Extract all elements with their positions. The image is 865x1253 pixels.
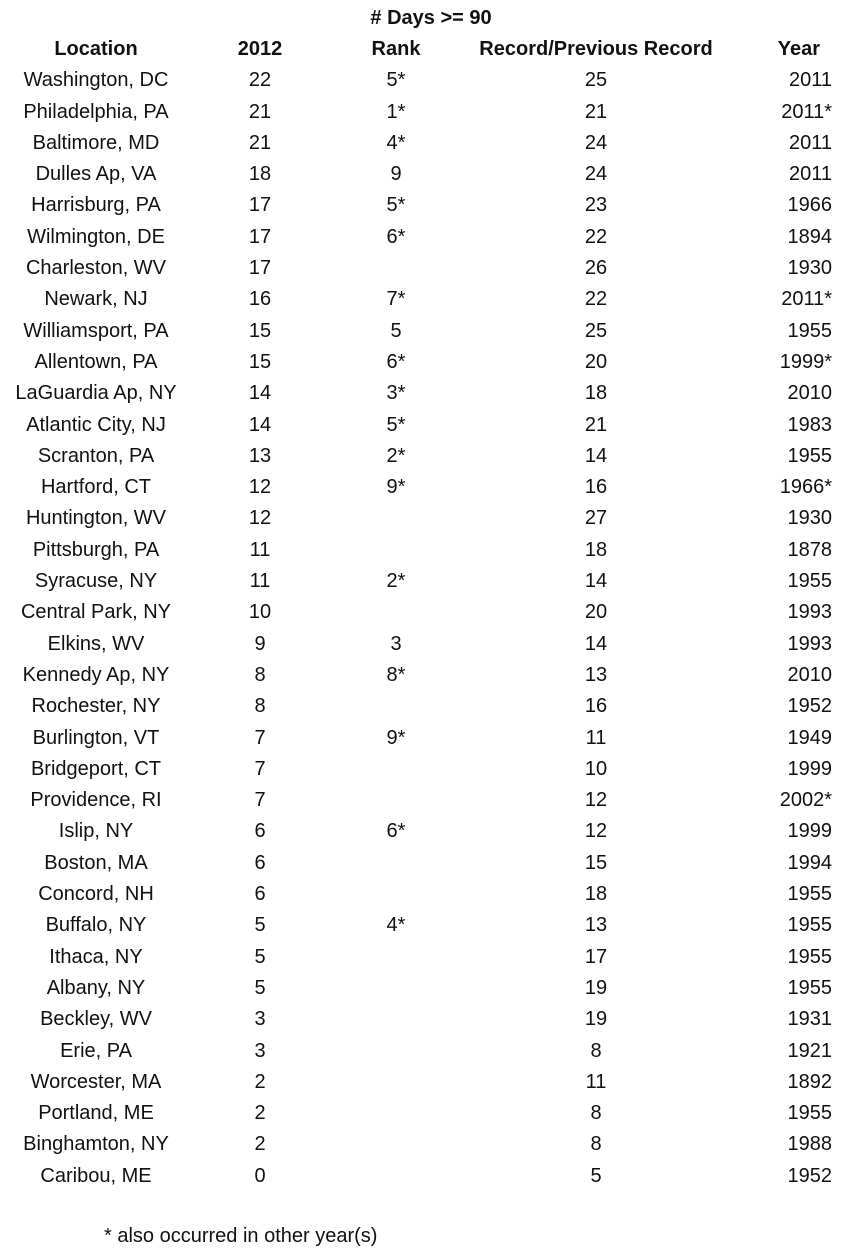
- table-row: [0, 910, 862, 941]
- cell-location: Bridgeport, CT: [30, 757, 162, 780]
- cell-year: 1921: [787, 1039, 832, 1062]
- cell-2012: 14: [248, 413, 272, 436]
- table-row: [0, 566, 862, 597]
- cell-location: Ithaca, NY: [49, 945, 143, 968]
- cell-location: Boston, MA: [44, 851, 148, 874]
- header-location: Location: [54, 38, 138, 60]
- cell-record: 22: [584, 225, 608, 248]
- cell-location: Huntington, WV: [25, 507, 167, 530]
- cell-rank: [328, 848, 464, 879]
- cell-year: 1983: [787, 413, 832, 436]
- cell-record: 27: [584, 507, 608, 530]
- table-body: [0, 65, 862, 1192]
- cell-record: 21: [584, 413, 608, 436]
- cell-record: 5: [590, 1164, 602, 1187]
- cell-record: 22: [584, 288, 608, 311]
- cell-year: 1949: [787, 726, 832, 749]
- cell-2012: 7: [254, 757, 266, 780]
- cell-rank: 7*: [386, 288, 406, 311]
- cell-location: Central Park, NY: [20, 601, 172, 624]
- cell-location: Wilmington, DE: [27, 225, 165, 248]
- cell-rank: 5: [390, 319, 402, 342]
- cell-year: 1955: [787, 319, 832, 342]
- cell-record: 26: [584, 257, 608, 280]
- cell-location: Hartford, CT: [40, 476, 152, 499]
- cell-2012: 3: [254, 1039, 266, 1062]
- table-row: [0, 1004, 862, 1035]
- cell-record: 25: [584, 319, 608, 342]
- cell-location: Elkins, WV: [47, 632, 145, 655]
- table-row: [0, 65, 862, 96]
- cell-year: 1955: [787, 570, 832, 593]
- cell-record: 21: [584, 100, 608, 123]
- cell-record: 14: [584, 632, 608, 655]
- cell-year: 1993: [787, 601, 832, 624]
- cell-2012: 13: [248, 444, 272, 467]
- cell-location: Caribou, ME: [40, 1164, 152, 1187]
- cell-location: Binghamton, NY: [23, 1133, 169, 1156]
- cell-rank: 6*: [386, 820, 406, 843]
- cell-record: 13: [584, 663, 608, 686]
- cell-2012: 2: [254, 1070, 266, 1093]
- cell-location: Buffalo, NY: [45, 914, 147, 937]
- cell-record: 12: [584, 789, 608, 812]
- cell-rank: 6*: [386, 225, 406, 248]
- cell-2012: 2: [254, 1133, 266, 1156]
- cell-year: 1952: [787, 695, 832, 718]
- cell-location: Concord, NH: [38, 883, 154, 906]
- table-row: [0, 316, 862, 347]
- cell-record: 25: [584, 69, 608, 92]
- header-2012: 2012: [237, 38, 283, 60]
- cell-record: 18: [584, 382, 608, 405]
- cell-location: Syracuse, NY: [34, 570, 158, 593]
- table-row: [0, 1098, 862, 1129]
- cell-record: 14: [584, 444, 608, 467]
- cell-rank: 2*: [386, 444, 406, 467]
- cell-rank: [328, 535, 464, 566]
- table-row: [0, 1036, 862, 1067]
- cell-record: 20: [584, 601, 608, 624]
- table-row: [0, 190, 862, 221]
- cell-record: 24: [584, 131, 608, 154]
- cell-2012: 14: [248, 382, 272, 405]
- cell-record: 11: [585, 1070, 607, 1093]
- cell-rank: 5*: [386, 413, 406, 436]
- cell-year: 1930: [787, 507, 832, 530]
- cell-rank: [328, 1036, 464, 1067]
- cell-2012: 11: [249, 570, 271, 593]
- cell-rank: [328, 597, 464, 628]
- table-row: [0, 723, 862, 754]
- table-row: [0, 691, 862, 722]
- cell-year: 1930: [787, 257, 832, 280]
- table-row: [0, 253, 862, 284]
- cell-year: 1955: [787, 914, 832, 937]
- cell-location: Pittsburgh, PA: [32, 538, 160, 561]
- cell-location: Albany, NY: [46, 976, 146, 999]
- cell-record: 16: [584, 695, 608, 718]
- cell-year: 1999: [787, 757, 832, 780]
- cell-year: 2002*: [779, 789, 832, 812]
- cell-year: 1999*: [779, 350, 832, 373]
- cell-year: 1894: [787, 225, 832, 248]
- cell-location: Philadelphia, PA: [23, 100, 169, 123]
- table-row: [0, 785, 862, 816]
- cell-rank: [328, 942, 464, 973]
- cell-record: 12: [584, 820, 608, 843]
- cell-2012: 12: [248, 476, 272, 499]
- cell-rank: [328, 879, 464, 910]
- cell-rank: 3*: [386, 382, 406, 405]
- table-row: [0, 1161, 862, 1192]
- cell-rank: [328, 691, 464, 722]
- cell-rank: [328, 1161, 464, 1192]
- footnote: * also occurred in other year(s): [104, 1225, 378, 1247]
- cell-rank: 3: [390, 632, 402, 655]
- table-row: [0, 222, 862, 253]
- table-row: [0, 441, 862, 472]
- table-row: [0, 597, 862, 628]
- cell-year: 2010: [787, 663, 832, 686]
- cell-2012: 9: [254, 632, 266, 655]
- cell-rank: 1*: [386, 100, 406, 123]
- cell-rank: [328, 253, 464, 284]
- cell-year: 1993: [787, 632, 832, 655]
- cell-year: 1966: [787, 194, 832, 217]
- cell-rank: 5*: [386, 69, 406, 92]
- cell-2012: 17: [248, 194, 272, 217]
- cell-2012: 5: [254, 914, 266, 937]
- cell-rank: 2*: [386, 570, 406, 593]
- cell-year: 2011: [788, 69, 832, 92]
- cell-location: Scranton, PA: [37, 444, 155, 467]
- cell-rank: [328, 754, 464, 785]
- cell-2012: 18: [248, 163, 272, 186]
- cell-rank: [328, 503, 464, 534]
- cell-record: 20: [584, 350, 608, 373]
- cell-2012: 6: [254, 851, 266, 874]
- cell-year: 1878: [787, 538, 832, 561]
- cell-year: 2011*: [781, 100, 832, 123]
- cell-rank: [328, 1067, 464, 1098]
- cell-rank: 6*: [386, 350, 406, 373]
- header-row: [0, 34, 862, 65]
- cell-year: 2011: [788, 131, 832, 154]
- cell-2012: 7: [254, 789, 266, 812]
- cell-rank: 5*: [386, 194, 406, 217]
- cell-year: 1892: [787, 1070, 832, 1093]
- cell-year: 2011*: [781, 288, 832, 311]
- table-row: [0, 472, 862, 503]
- cell-record: 13: [584, 914, 608, 937]
- cell-location: Allentown, PA: [34, 350, 158, 373]
- cell-record: 24: [584, 163, 608, 186]
- cell-record: 8: [590, 1133, 602, 1156]
- cell-2012: 17: [248, 225, 272, 248]
- cell-2012: 17: [248, 257, 272, 280]
- cell-2012: 10: [248, 601, 272, 624]
- table-row: [0, 816, 862, 847]
- cell-rank: 8*: [386, 663, 406, 686]
- table-row: [0, 378, 862, 409]
- cell-2012: 8: [254, 695, 266, 718]
- cell-location: Kennedy Ap, NY: [22, 663, 170, 686]
- cell-location: Burlington, VT: [32, 726, 160, 749]
- table-row: [0, 503, 862, 534]
- table-row: [0, 410, 862, 441]
- cell-location: Islip, NY: [58, 820, 134, 843]
- cell-rank: 4*: [386, 131, 406, 154]
- cell-year: 1988: [787, 1133, 832, 1156]
- cell-2012: 22: [248, 69, 272, 92]
- cell-year: 2011: [788, 163, 832, 186]
- table-row: [0, 97, 862, 128]
- header-year: Year: [777, 38, 820, 60]
- cell-2012: 21: [248, 131, 272, 154]
- cell-year: 1955: [787, 1102, 832, 1125]
- cell-record: 19: [584, 976, 608, 999]
- table-row: [0, 1129, 862, 1160]
- cell-2012: 2: [254, 1102, 266, 1125]
- days-over-90-table: [0, 34, 862, 1192]
- cell-2012: 0: [254, 1164, 266, 1187]
- cell-2012: 15: [248, 319, 272, 342]
- cell-year: 1999: [787, 820, 832, 843]
- cell-2012: 8: [254, 663, 266, 686]
- cell-rank: [328, 1129, 464, 1160]
- cell-record: 15: [584, 851, 608, 874]
- table-row: [0, 629, 862, 660]
- cell-location: Portland, ME: [38, 1102, 154, 1125]
- table-row: [0, 159, 862, 190]
- cell-year: 1931: [787, 1008, 832, 1031]
- cell-record: 23: [584, 194, 608, 217]
- cell-year: 1955: [787, 945, 832, 968]
- cell-location: Washington, DC: [23, 69, 169, 92]
- table-row: [0, 942, 862, 973]
- cell-record: 8: [590, 1102, 602, 1125]
- table-row: [0, 660, 862, 691]
- cell-record: 10: [584, 757, 608, 780]
- cell-location: Erie, PA: [60, 1039, 132, 1062]
- table-row: [0, 284, 862, 315]
- cell-2012: 21: [248, 100, 272, 123]
- table-row: [0, 973, 862, 1004]
- cell-location: Harrisburg, PA: [31, 194, 161, 217]
- cell-location: Charleston, WV: [25, 257, 167, 280]
- cell-2012: 16: [248, 288, 272, 311]
- cell-2012: 12: [248, 507, 272, 530]
- cell-2012: 7: [254, 726, 266, 749]
- cell-record: 17: [584, 945, 608, 968]
- cell-year: 1994: [787, 851, 832, 874]
- table-row: [0, 535, 862, 566]
- cell-location: Providence, RI: [30, 789, 162, 812]
- cell-rank: 9: [390, 163, 402, 186]
- cell-2012: 11: [249, 538, 271, 561]
- cell-record: 14: [584, 570, 608, 593]
- cell-2012: 6: [254, 820, 266, 843]
- table-row: [0, 879, 862, 910]
- cell-year: 1955: [787, 444, 832, 467]
- cell-2012: 15: [248, 350, 272, 373]
- cell-rank: 4*: [386, 914, 406, 937]
- cell-location: Beckley, WV: [40, 1008, 152, 1031]
- cell-2012: 6: [254, 883, 266, 906]
- header-record: Record/Previous Record: [479, 38, 713, 60]
- table-row: [0, 347, 862, 378]
- cell-record: 8: [590, 1039, 602, 1062]
- cell-year: 2010: [787, 382, 832, 405]
- cell-year: 1955: [787, 883, 832, 906]
- cell-rank: [328, 785, 464, 816]
- cell-location: LaGuardia Ap, NY: [15, 382, 177, 405]
- cell-record: 18: [584, 883, 608, 906]
- cell-location: Rochester, NY: [31, 695, 161, 718]
- cell-location: Williamsport, PA: [23, 319, 169, 342]
- cell-year: 1966*: [779, 476, 832, 499]
- table-row: [0, 128, 862, 159]
- cell-rank: 9*: [386, 476, 406, 499]
- cell-record: 16: [584, 476, 608, 499]
- cell-location: Dulles Ap, VA: [35, 163, 157, 186]
- table-row: [0, 848, 862, 879]
- table-row: [0, 754, 862, 785]
- cell-year: 1955: [787, 976, 832, 999]
- cell-2012: 3: [254, 1008, 266, 1031]
- table-row: [0, 1067, 862, 1098]
- cell-rank: 9*: [386, 726, 406, 749]
- cell-rank: [328, 1098, 464, 1129]
- cell-record: 19: [584, 1008, 608, 1031]
- table-title: # Days >= 90: [370, 7, 492, 29]
- cell-2012: 5: [254, 945, 266, 968]
- cell-location: Baltimore, MD: [32, 131, 160, 154]
- header-rank: Rank: [371, 38, 421, 60]
- cell-location: Worcester, MA: [30, 1070, 162, 1093]
- cell-location: Atlantic City, NJ: [26, 413, 166, 436]
- cell-2012: 5: [254, 976, 266, 999]
- cell-record: 11: [585, 726, 607, 749]
- cell-rank: [328, 1004, 464, 1035]
- cell-location: Newark, NJ: [44, 288, 148, 311]
- cell-year: 1952: [787, 1164, 832, 1187]
- cell-rank: [328, 973, 464, 1004]
- cell-record: 18: [584, 538, 608, 561]
